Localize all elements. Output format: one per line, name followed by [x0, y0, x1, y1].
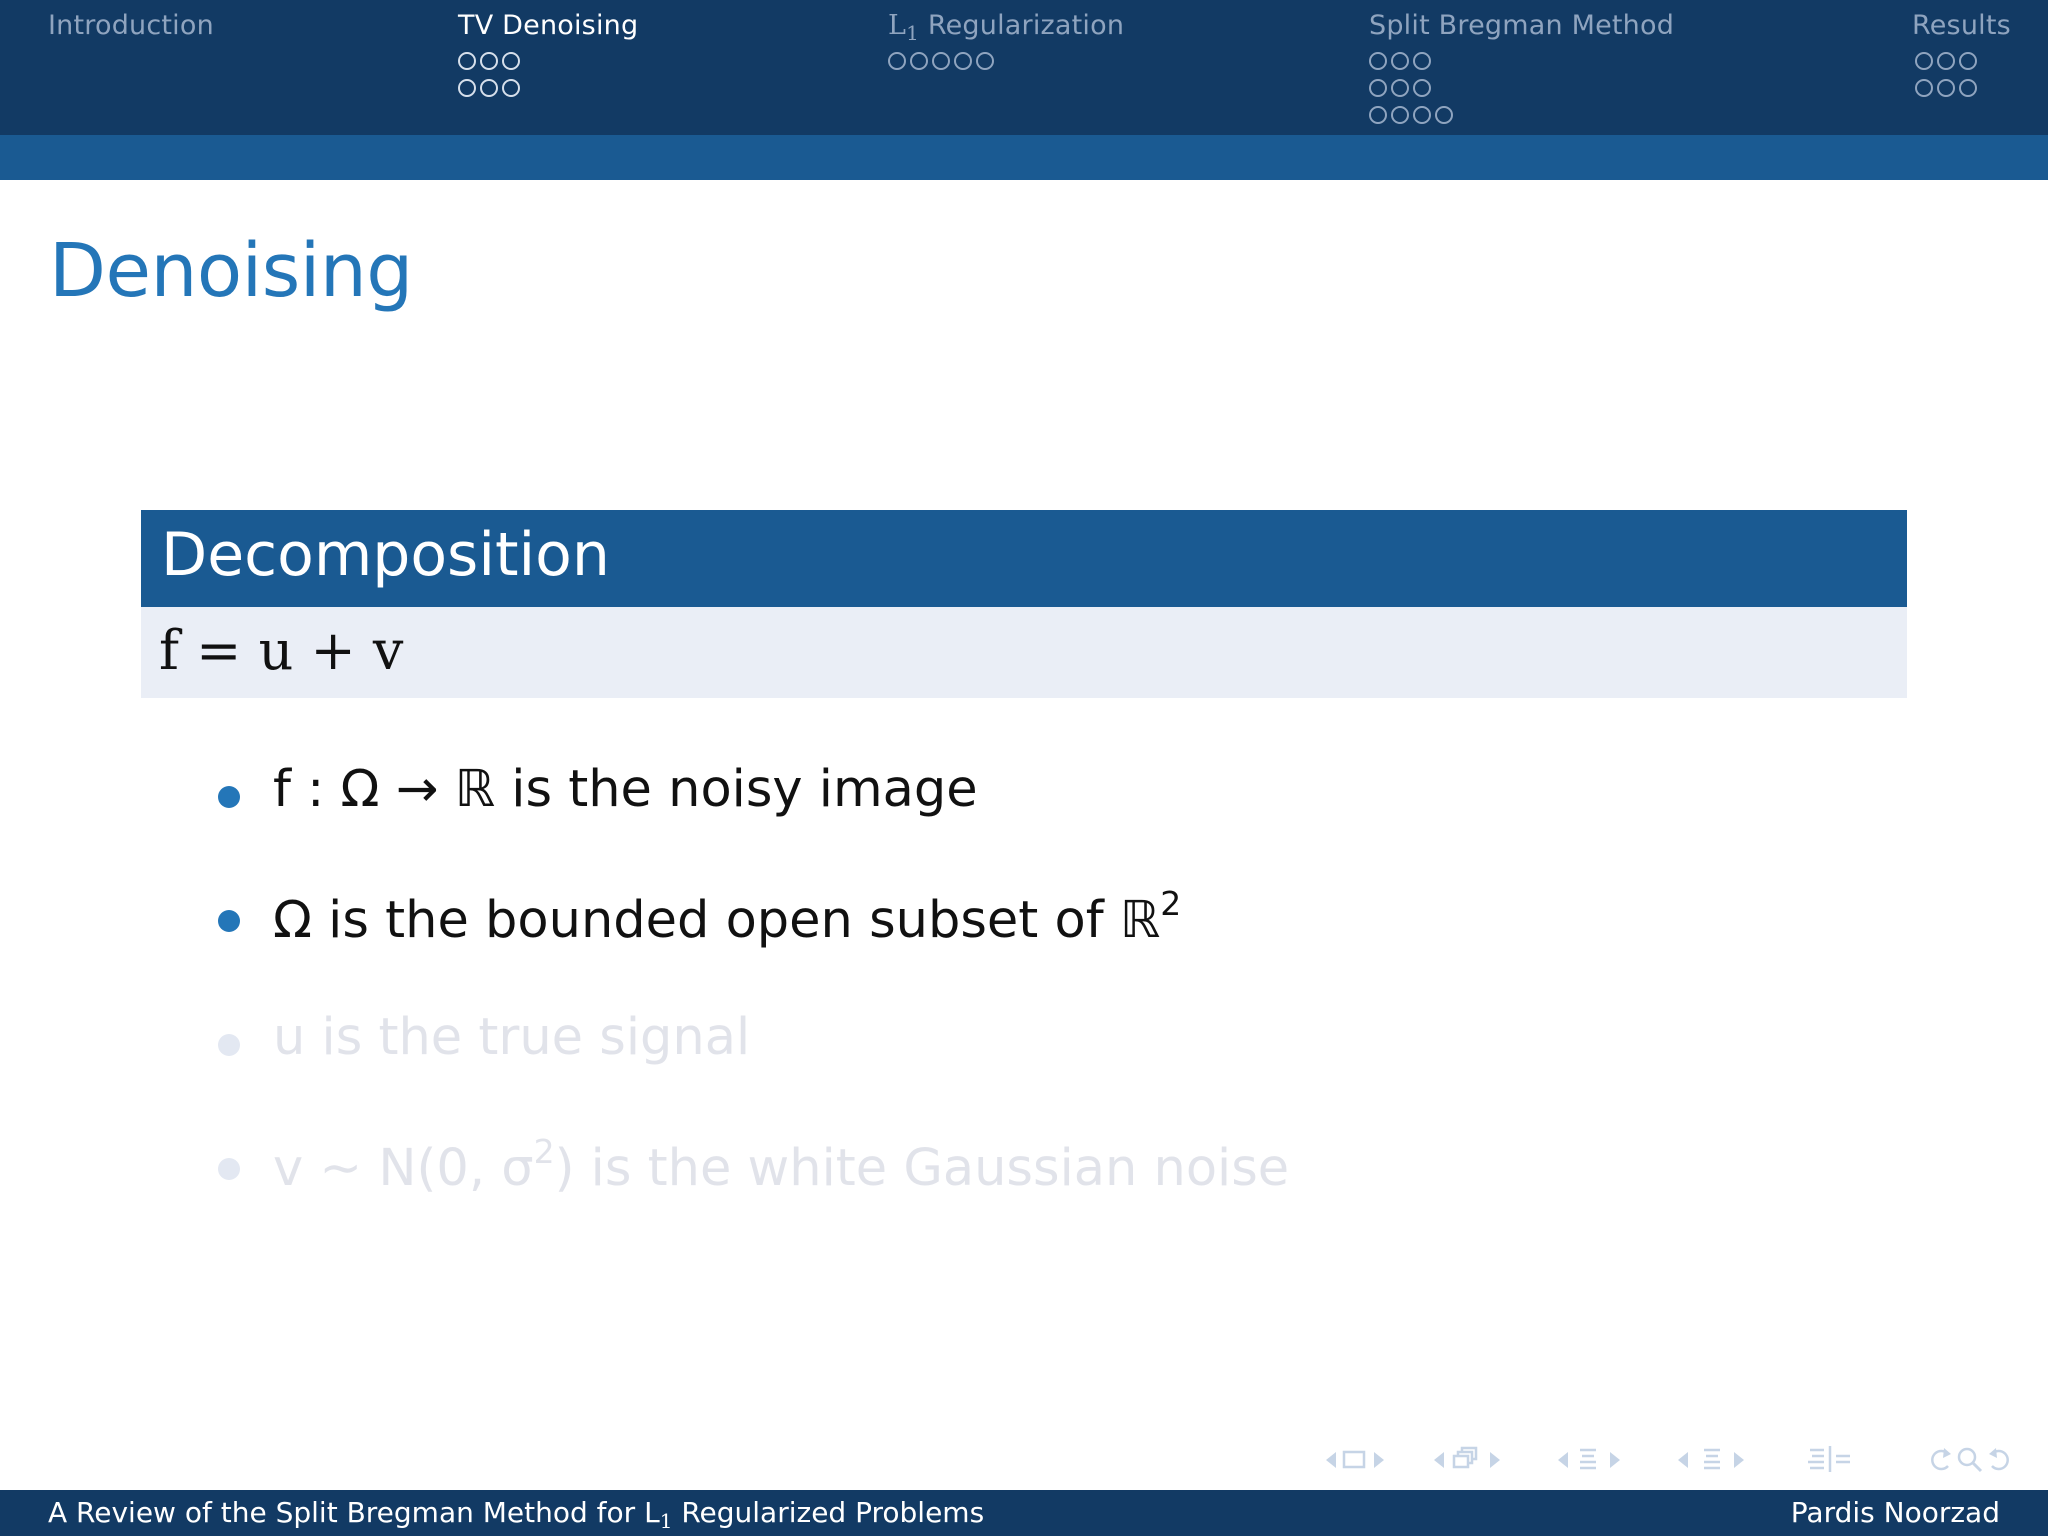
slide-dot[interactable] — [1915, 52, 1933, 70]
presentation-author: Pardis Noorzad — [1790, 1496, 2000, 1529]
slide-dot[interactable] — [502, 79, 520, 97]
dot-row — [1915, 79, 1977, 106]
appendix-icon[interactable] — [1804, 1440, 1864, 1480]
frame-title: Denoising — [49, 228, 413, 314]
subsection-strip — [0, 135, 2048, 180]
slide-dot[interactable] — [932, 52, 950, 70]
slide-dot[interactable] — [1391, 79, 1409, 97]
frame-next-icon[interactable] — [1360, 1440, 1400, 1480]
slide-dot[interactable] — [1369, 79, 1387, 97]
nav-section-label[interactable]: Results — [1912, 10, 2011, 41]
superscript: 2 — [533, 1132, 555, 1171]
list-item-text: f : Ω → ℝ is the noisy image — [273, 760, 978, 819]
doc-next-icon[interactable] — [1720, 1440, 1760, 1480]
slide-dot[interactable] — [1391, 52, 1409, 70]
dot-row — [1369, 52, 1453, 79]
nav-section-label[interactable]: TV Denoising — [458, 10, 639, 41]
slide-dot[interactable] — [502, 52, 520, 70]
nav-section-label[interactable]: Introduction — [48, 10, 214, 41]
nav-section-label[interactable]: Split Bregman Method — [1369, 10, 1675, 41]
list-item-text-main: Ω is the bounded open subset of ℝ — [273, 891, 1161, 950]
block-header — [141, 510, 1907, 607]
slide-dot[interactable] — [1959, 52, 1977, 70]
slide-dots — [1369, 52, 1453, 133]
slide-dot[interactable] — [1413, 52, 1431, 70]
block-title: Decomposition — [161, 520, 610, 590]
list-item-text — [273, 1132, 1289, 1198]
section-navigation-bar — [0, 0, 2048, 135]
slide-dot[interactable] — [1915, 79, 1933, 97]
slide-dot[interactable] — [888, 52, 906, 70]
slide-dot[interactable] — [1369, 52, 1387, 70]
slide-dot[interactable] — [910, 52, 928, 70]
slide-dot[interactable] — [1937, 79, 1955, 97]
dot-row — [1915, 52, 1977, 79]
slide-dot[interactable] — [1391, 106, 1409, 124]
dot-row — [458, 52, 520, 79]
subsection-next-icon[interactable] — [1476, 1440, 1516, 1480]
slide-dot[interactable] — [1959, 79, 1977, 97]
slide-dot[interactable] — [1413, 106, 1431, 124]
slide-dots — [888, 52, 994, 79]
superscript: 2 — [1160, 884, 1182, 923]
slide-dot[interactable] — [1369, 106, 1387, 124]
bullet-icon — [218, 910, 240, 932]
bullet-icon — [218, 1158, 240, 1180]
slide-dot[interactable] — [480, 79, 498, 97]
footer-title-sub: 1 — [659, 1509, 673, 1533]
bullet-icon — [218, 1034, 240, 1056]
dot-row — [1369, 106, 1453, 133]
list-item-text — [273, 884, 1181, 950]
section-next-icon[interactable] — [1596, 1440, 1636, 1480]
navigation-symbols — [1310, 1440, 2040, 1480]
nav-section-label-sub: 1 — [906, 21, 920, 45]
list-item-text-before: v ∼ N(0, σ — [273, 1139, 534, 1198]
slide-dots — [458, 52, 520, 106]
footer-bar — [0, 1490, 2048, 1536]
nav-section-label-rest: Regularization — [919, 10, 1125, 41]
decomposition-equation: f = u + v — [159, 619, 404, 682]
block-body — [141, 607, 1907, 698]
list-item-text-after: ) is the white Gaussian noise — [554, 1139, 1290, 1198]
list-item-text: u is the true signal — [273, 1008, 751, 1067]
dot-row — [888, 52, 994, 79]
nav-section-label-main: L — [888, 10, 907, 41]
dot-row — [1369, 79, 1453, 106]
footer-title-before: A Review of the Split Bregman Method for L — [48, 1496, 660, 1529]
slide-dot[interactable] — [1937, 52, 1955, 70]
presentation-title — [48, 1496, 984, 1533]
bullet-icon — [218, 786, 240, 808]
slide-dot[interactable] — [1435, 106, 1453, 124]
slide-dot[interactable] — [1413, 79, 1431, 97]
slide-dots — [1915, 52, 1977, 106]
slide-dot[interactable] — [458, 79, 476, 97]
slide-dot[interactable] — [954, 52, 972, 70]
footer-title-after: Regularized Problems — [672, 1496, 985, 1529]
forward-icon[interactable] — [1980, 1440, 2020, 1480]
nav-section-label[interactable] — [888, 10, 1124, 45]
dot-row — [458, 79, 520, 106]
slide-dot[interactable] — [976, 52, 994, 70]
slide-dot[interactable] — [458, 52, 476, 70]
slide-dot[interactable] — [480, 52, 498, 70]
